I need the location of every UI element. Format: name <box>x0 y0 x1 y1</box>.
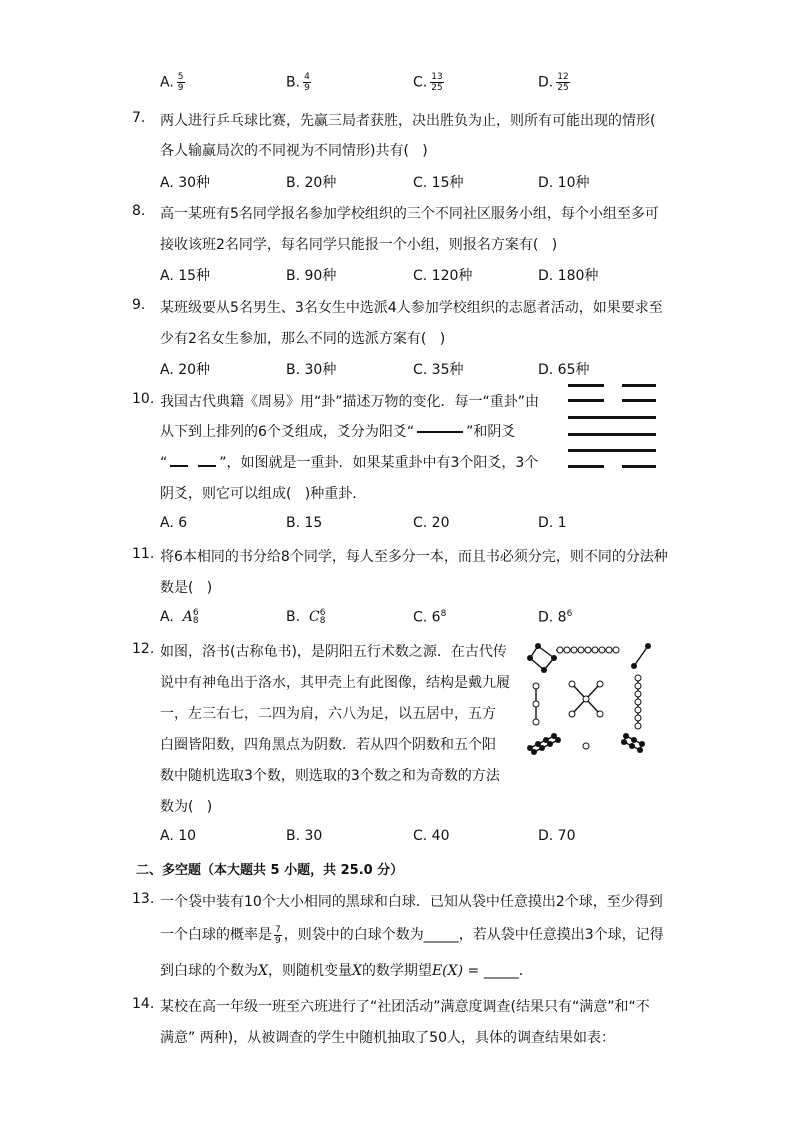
q11-option-b: B. C 6 8 <box>286 608 326 626</box>
q12-line1: 如图，洛书(古称龟书)，是阴阳五行术数之源．在古代传 <box>160 644 507 660</box>
q14-number: 14. <box>132 996 155 1012</box>
q8-option-a: A. 15种 <box>160 268 211 284</box>
q10-option-b: B. 15 <box>286 515 323 531</box>
q7-option-d: D. 10种 <box>538 175 590 191</box>
q10-number: 10. <box>132 391 155 407</box>
q8-option-d: D. 180种 <box>538 268 599 284</box>
section-heading: 二、多空题（本大题共 5 小题，共 25.0 分） <box>136 863 404 878</box>
q9-option-c: C. 35种 <box>413 362 464 378</box>
q6-option-a: A. $\frac{5}{9}$ <box>160 72 184 93</box>
q12-option-c: C. 40 <box>413 828 450 844</box>
q11-line1: 将6本相同的书分给8个同学，每人至多分一本，而且书必须分完，则不同的分法种 <box>160 549 668 565</box>
q11-number: 11. <box>132 546 155 562</box>
luoshu-figure <box>522 636 662 766</box>
q9-number: 9. <box>132 297 146 313</box>
q12-line5: 数中随机选取3个数，则选取的3个数之和为奇数的方法 <box>160 768 500 784</box>
q7-number: 7. <box>132 110 146 126</box>
q13-line3: 到白球的个数为X，则随机变量X的数学期望E(X) = _____． <box>160 963 533 979</box>
q9-option-d: D. 65种 <box>538 362 590 378</box>
q11-option-d: D. $8^6$ <box>538 609 573 626</box>
q9-line2: 少有2名女生参加，那么不同的选派方案有( ) <box>160 331 446 347</box>
q12-option-b: B. 30 <box>286 828 323 844</box>
q13-line1: 一个袋中装有10个大小相同的黑球和白球．已知从袋中任意摸出2个球，至少得到 <box>160 894 663 910</box>
q8-number: 8. <box>132 203 146 219</box>
yin-yao-symbol <box>170 455 216 471</box>
q11-line2: 数是( ) <box>160 580 213 596</box>
q13-line2: 一个白球的概率是 $\frac{7}{9}$ ，则袋中的白球个数为_____，若从袋中任意摸出3个球，记得 <box>160 924 664 946</box>
q7-option-a: A. 30种 <box>160 175 211 191</box>
q12-line6: 数为( ) <box>160 799 213 815</box>
q8-option-c: C. 120种 <box>413 268 473 284</box>
q10-line1: 我国古代典籍《周易》用“卦”描述万物的变化．每一“重卦”由 <box>160 394 540 410</box>
q9-option-a: A. 20种 <box>160 362 211 378</box>
q11-option-c: C. $6^8$ <box>413 609 447 626</box>
q10-option-c: C. 20 <box>413 515 450 531</box>
q10-option-a: A. 6 <box>160 515 188 531</box>
q11-option-a: A. A 6 8 <box>160 608 199 626</box>
q10-option-d: D. 1 <box>538 515 567 531</box>
q7-line2: 各人输赢局次的不同视为不同情形)共有( ) <box>160 143 428 159</box>
q8-option-b: B. 90种 <box>286 268 337 284</box>
q7-option-b: B. 20种 <box>286 175 337 191</box>
q7-option-c: C. 15种 <box>413 175 464 191</box>
q10-line4: 阴爻，则它可以组成( )种重卦． <box>160 486 367 502</box>
q8-line1: 高一某班有5名同学报名参加学校组织的三个不同社区服务小组，每个小组至多可 <box>160 206 659 222</box>
q9-line1: 某班级要从5名男生、3名女生中选派4人参加学校组织的志愿者活动，如果要求至 <box>160 300 663 316</box>
q6-option-c: C. $\frac{13}{25}$ <box>413 72 443 93</box>
q6-option-d: D. $\frac{12}{25}$ <box>538 72 569 93</box>
q12-option-d: D. 70 <box>538 828 576 844</box>
q9-option-b: B. 30种 <box>286 362 337 378</box>
q12-line3: 一，左三右七，二四为肩，六八为足，以五居中，五方 <box>160 706 496 722</box>
q7-line1: 两人进行乒乓球比赛，先赢三局者获胜，决出胜负为止，则所有可能出现的情形( <box>160 113 656 129</box>
q14-line2: 满意” 两种)，从被调查的学生中随机抽取了50人，具体的调查结果如表： <box>160 1030 615 1046</box>
q12-line4: 白圈皆阳数，四角黑点为阴数．若从四个阴数和五个阳 <box>160 737 496 753</box>
q14-line1: 某校在高一年级一班至六班进行了“社团活动”满意度调查(结果只有“满意”和“不 <box>160 999 650 1015</box>
q6-option-b: B. $\frac{4}{9}$ <box>286 72 310 93</box>
q12-line2: 说中有神龟出于洛水，其甲壳上有此图像，结构是戴九履 <box>160 675 510 691</box>
q10-line3: “ ”，如图就是一重卦．如果某重卦中有3个阳爻，3个 <box>160 455 539 471</box>
hexagram-figure <box>562 380 662 472</box>
q12-number: 12. <box>132 641 155 657</box>
yang-yao-symbol <box>417 431 463 433</box>
q10-line2: 从下到上排列的6个爻组成，爻分为阳爻“ ”和阴爻 <box>160 424 516 440</box>
q12-option-a: A. 10 <box>160 828 197 844</box>
q13-number: 13. <box>132 891 155 907</box>
q8-line2: 接收该班2名同学，每名同学只能报一个小组，则报名方案有( ) <box>160 237 558 253</box>
